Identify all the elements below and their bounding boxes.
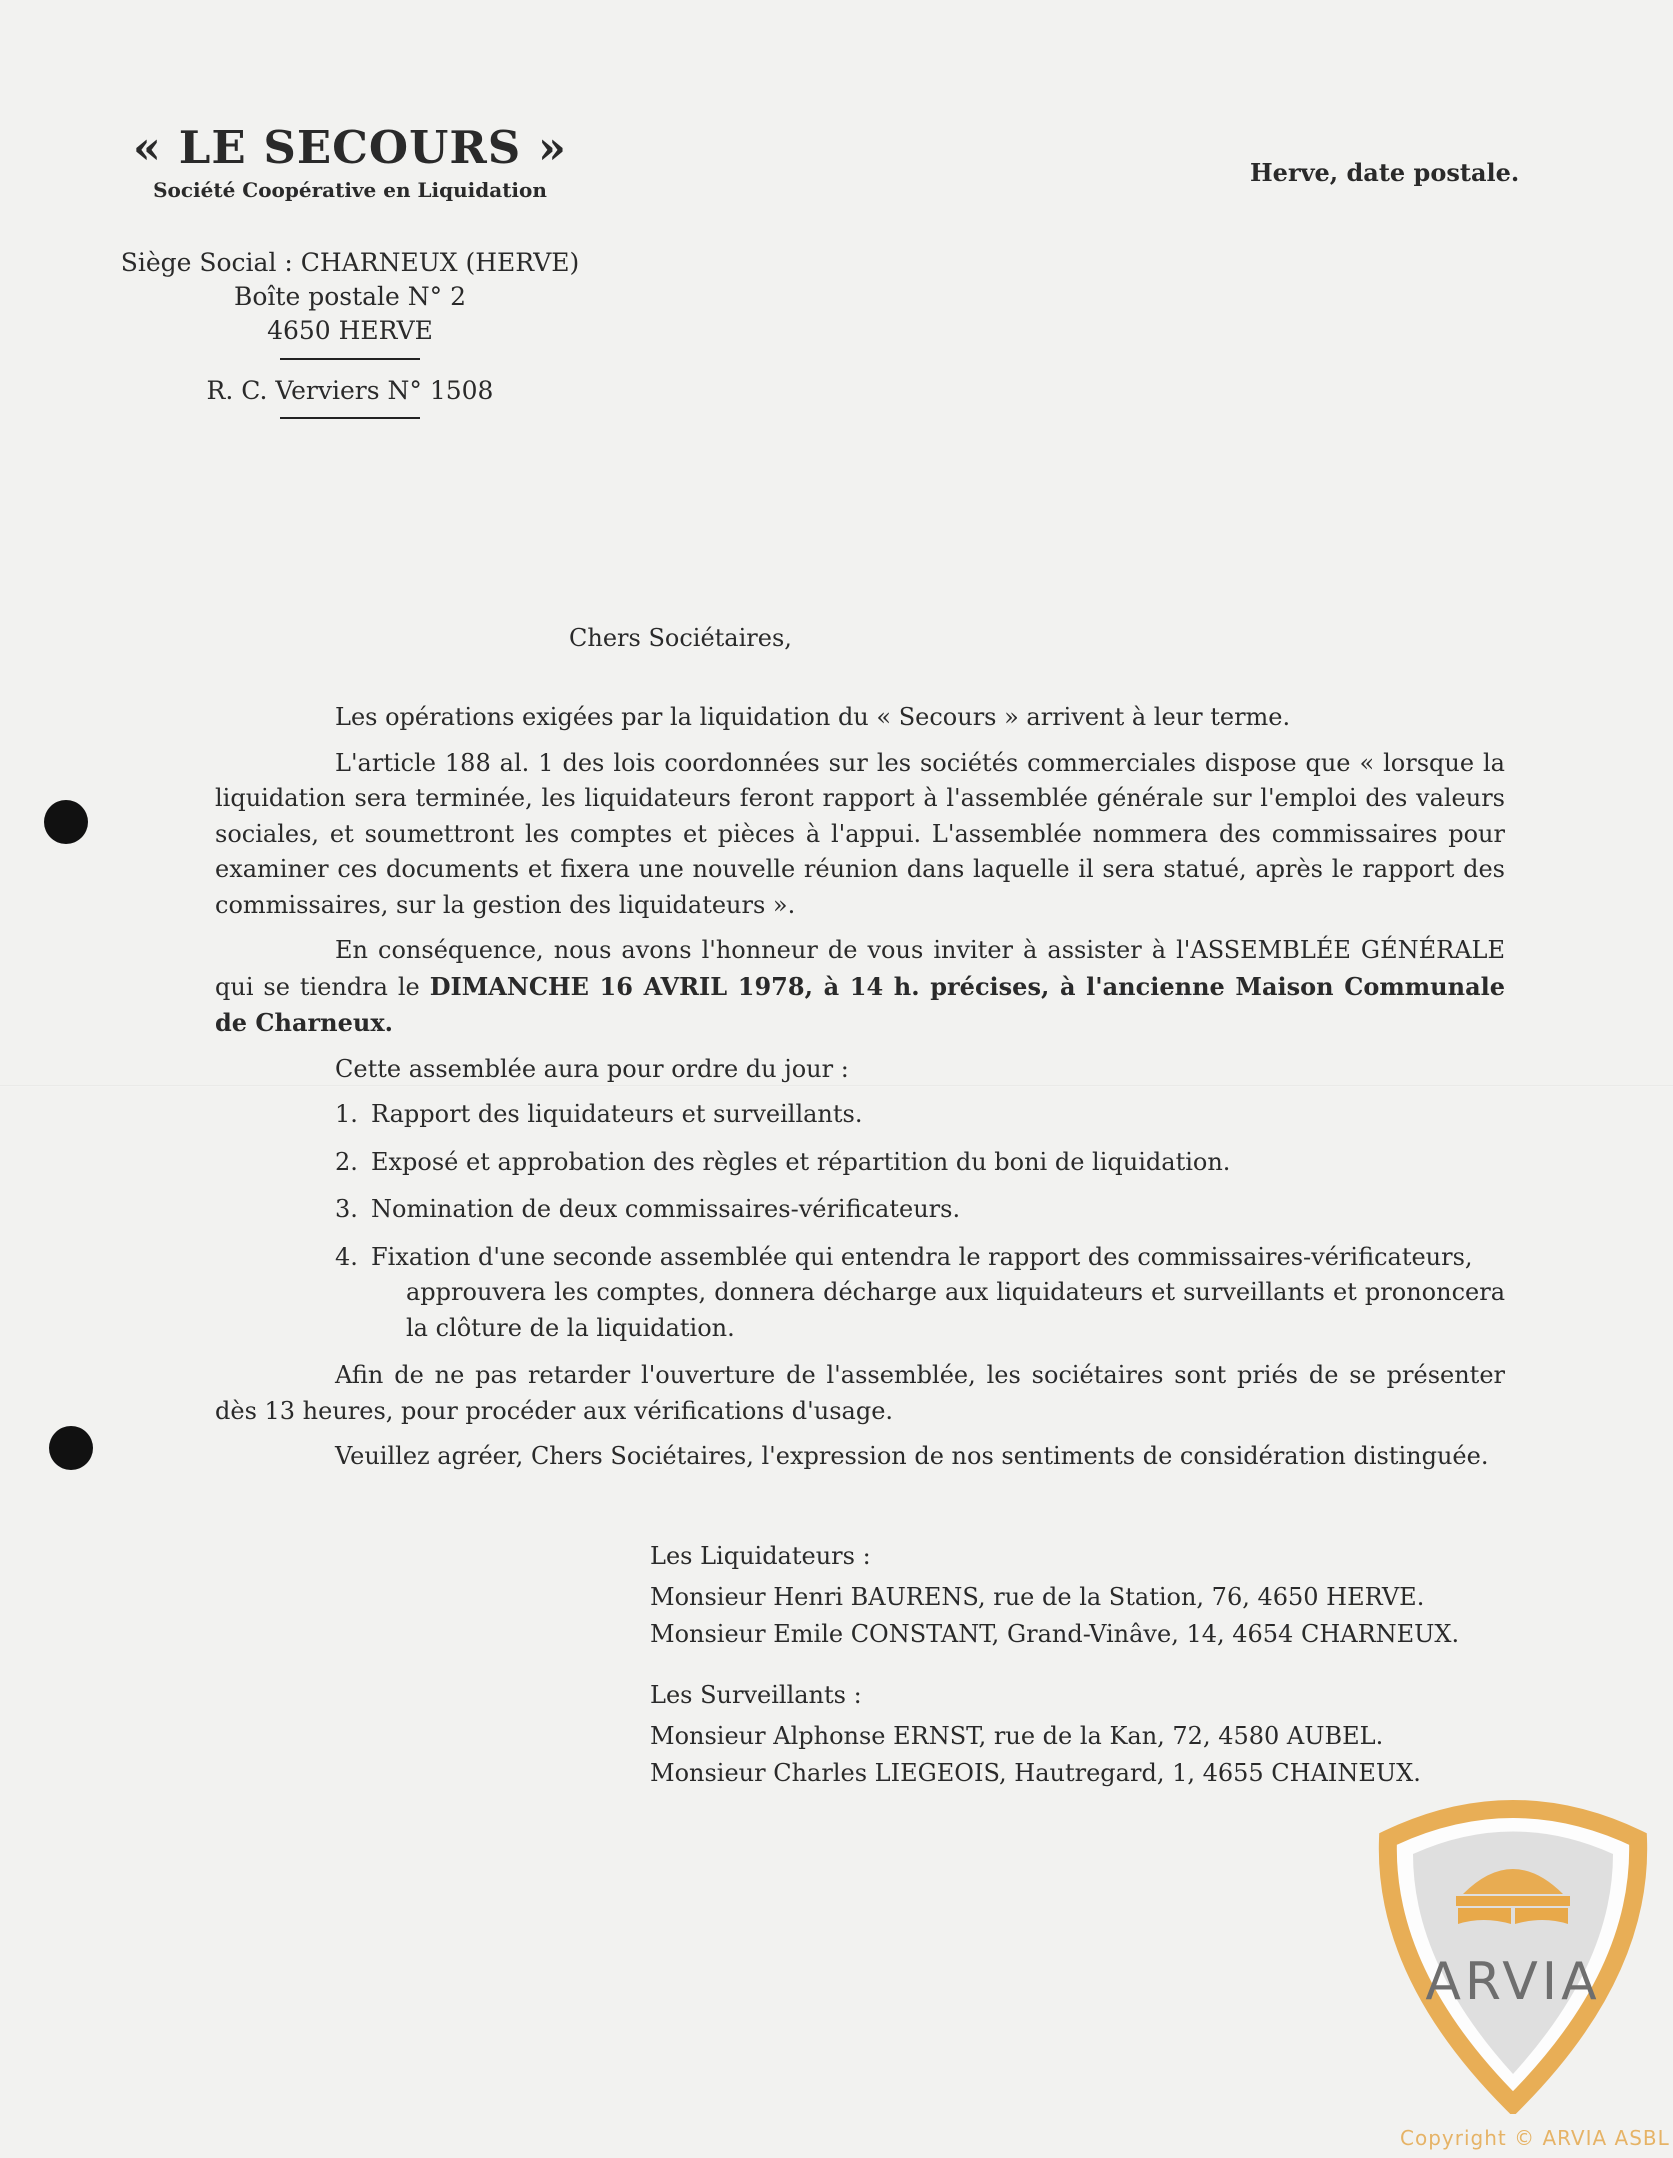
agenda-number: 1.	[335, 1100, 358, 1128]
agenda-number: 3.	[335, 1195, 358, 1223]
invitation-intro: En conséquence, nous avons l'honneur de vous inviter à assister à	[335, 936, 1177, 964]
punch-hole-bottom	[49, 1426, 93, 1470]
paragraph-agenda-intro: Cette assemblée aura pour ordre du jour :	[335, 1054, 849, 1083]
liquidator-entry: Monsieur Henri BAURENS, rue de la Station, 76, 4650 HERVE.	[650, 1583, 1425, 1611]
letterhead	[110, 120, 590, 419]
divider-line	[280, 358, 420, 360]
paragraph-article: L'article 188 al. 1 des lois coordonnées sur les sociétés commerciales dispose que « lorsque la liquidation sera terminée, les liquidateurs feront rapport à l'assemblée générale sur l'emploi des valeurs sociales, et soumettront les comptes et pièces à l'appui. L'assemblée nommera des commissaires pour examiner ces documents et fixera une nouvelle réunion dans laquelle il sera statué, après le rapport des commissaires, sur la gestion des liquidateurs ».	[215, 748, 1505, 919]
agenda-text: Exposé et approbation des règles et répartition du boni de liquidation.	[371, 1147, 1231, 1176]
agenda-text: Rapport des liquidateurs et surveillants.	[371, 1100, 863, 1128]
address-line-3: 4650 HERVE	[267, 316, 433, 345]
registry-number: R. C. Verviers N° 1508	[206, 376, 494, 405]
logo-text: ARVIA	[1425, 1952, 1601, 2012]
agenda-number: 2.	[335, 1147, 358, 1176]
organization-name: « LE SECOURS »	[132, 121, 568, 174]
invitation-mid: qui se tiendra le	[215, 972, 430, 1001]
copyright-notice: Copyright © ARVIA ASBL	[1400, 2126, 1670, 2150]
agenda-text	[371, 1240, 1505, 1347]
paragraph-invitation	[215, 933, 1505, 1042]
letter-body	[215, 700, 1505, 1485]
address-line-1: Siège Social : CHARNEUX (HERVE)	[120, 248, 580, 277]
meeting-date-location: DIMANCHE 16 AVRIL 1978, à 14 h. précises, à l'ancienne Maison Communale de Charneux.	[215, 971, 1506, 1037]
agenda-text-continued: approuvera les comptes, donnera décharge aux liquidateurs et surveillants et prononcera la clôture de la liquidation.	[406, 1278, 1505, 1342]
supervisors-title: Les Surveillants :	[650, 1681, 862, 1709]
arvia-shield-logo	[1368, 1784, 1658, 2114]
paragraph-closing: Veuillez agréer, Chers Sociétaires, l'expression de nos sentiments de considération distinguée.	[335, 1442, 1489, 1470]
paragraph-intro: Les opérations exigées par la liquidation du « Secours » arrivent à leur terme.	[335, 703, 1291, 731]
salutation: Chers Sociétaires,	[569, 624, 792, 652]
agenda-number: 4.	[335, 1242, 358, 1271]
signatories	[650, 1538, 1459, 1792]
agenda-item	[335, 1097, 1505, 1133]
liquidator-entry: Monsieur Emile CONSTANT, Grand-Vinâve, 14, 4654 CHARNEUX.	[650, 1620, 1460, 1648]
assembly-name: l'ASSEMBLÉE GÉNÉRALE	[1176, 936, 1505, 964]
agenda-item	[335, 1192, 1505, 1228]
supervisor-entry: Monsieur Alphonse ERNST, rue de la Kan, 72, 4580 AUBEL.	[650, 1722, 1384, 1750]
agenda-text-first: Fixation d'une seconde assemblée qui entendra le rapport des commissaires-vérificateurs,	[371, 1242, 1473, 1271]
agenda-list	[215, 1097, 1505, 1346]
paragraph-arrival: Afin de ne pas retarder l'ouverture de l'assemblée, les sociétaires sont priés de se présenter dès 13 heures, pour procéder aux vérifications d'usage.	[215, 1361, 1505, 1425]
address-line-2: Boîte postale N° 2	[233, 282, 466, 311]
agenda-item	[335, 1240, 1505, 1347]
date-place: Herve, date postale.	[1250, 158, 1520, 187]
liquidators-title: Les Liquidateurs :	[650, 1542, 871, 1570]
divider-line	[280, 417, 420, 419]
agenda-item	[335, 1145, 1505, 1181]
supervisor-entry: Monsieur Charles LIEGEOIS, Hautregard, 1, 4655 CHAINEUX.	[650, 1759, 1421, 1787]
agenda-text: Nomination de deux commissaires-vérificateurs.	[371, 1195, 961, 1223]
punch-hole-top	[44, 800, 88, 844]
organization-subtitle: Société Coopérative en Liquidation	[153, 178, 547, 202]
